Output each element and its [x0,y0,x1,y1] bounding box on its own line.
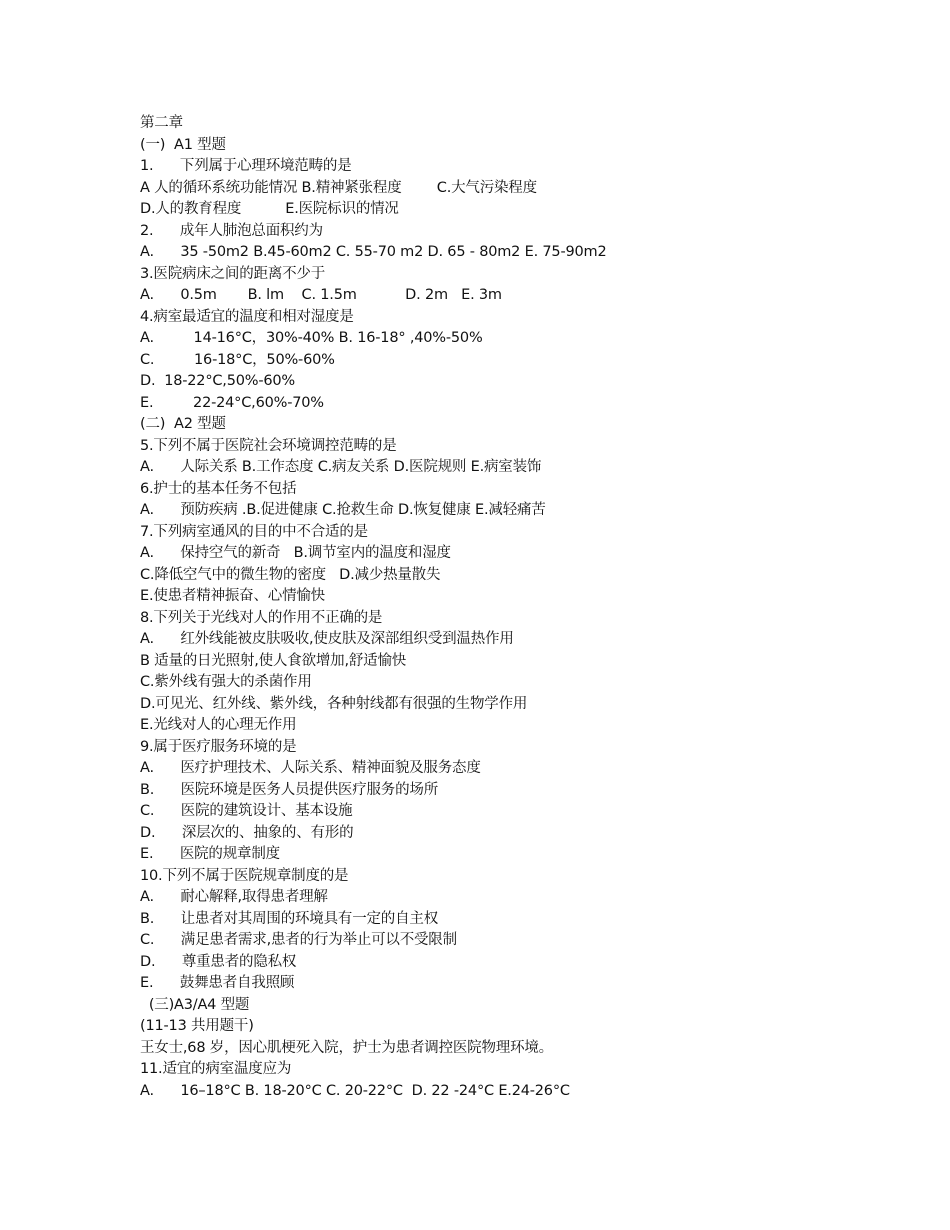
text-line: E.使患者精神振奋、心情愉快 [140,588,325,604]
text-line: A 人的循环系统功能情况 B.精神紧张程度 C.大气污染程度 [140,179,537,196]
text-line: A. 16–18°C B. 18-20°C C. 20-22°C D. 22 -24°C E.24-26°C [140,1082,570,1099]
text-line: C.降低空气中的微生物的密度 D.减少热量散失 [140,566,441,583]
text-line: D. 尊重患者的隐私权 [140,953,297,970]
text-line: 9.属于医疗服务环境的是 [140,738,297,755]
text-line: 第二章 [140,115,183,131]
text-line: A. 预防疾病 .B.促进健康 C.抢救生命 D.恢复健康 E.减轻痛苦 [140,502,546,518]
text-line: A. 人际关系 B.工作态度 C.病友关系 D.医院规则 E.病室装饰 [140,459,542,475]
text-line: C. 满足患者需求,患者的行为举止可以不受限制 [140,932,457,948]
text-line: 10.下列不属于医院规章制度的是 [140,867,349,884]
text-line: 4.病室最适宜的温度和相对湿度是 [140,308,354,325]
text-line: (二) A2 型题 [140,416,226,432]
text-line: 8.下列关于光线对人的作用不正确的是 [140,609,383,626]
text-line: A. 保持空气的新奇 B.调节室内的温度和湿度 [140,545,451,561]
text-line: A. 耐心解释,取得患者理解 [140,889,328,905]
text-line: 6.护士的基本任务不包括 [140,480,297,497]
text-line: C. 医院的建筑设计、基本设施 [140,803,353,819]
text-line: E. 鼓舞患者自我照顾 [140,975,295,991]
text-line: (三)A3/A4 型题 [140,996,250,1013]
text-line: A. 医疗护理技术、人际关系、精神面貌及服务态度 [140,760,481,776]
text-line: E.光线对人的心理无作用 [140,717,297,733]
text-line: A. 0.5m B. lm C. 1.5m D. 2m E. 3m [140,287,502,303]
text-line: (一) A1 型题 [140,136,226,153]
text-line: B. 让患者对其周围的环境具有一定的自主权 [140,910,439,927]
text-line: C. 16-18°C，50%-60% [140,351,335,368]
text-line: D.可见光、红外线、紫外线，各种射线都有很强的生物学作用 [140,695,528,712]
text-line: D. 深层次的、抽象的、有形的 [140,824,354,841]
text-line: C.紫外线有强大的杀菌作用 [140,674,312,690]
text-line: A. 35 -50m2 B.45-60m2 C. 55-70 m2 D. 65 - 80m2 E. 75-90m2 [140,244,607,260]
text-line: 11.适宜的病室温度应为 [140,1061,292,1077]
document-body [140,113,930,1102]
text-line: 7.下列病室通风的目的中不合适的是 [140,523,368,540]
text-line: B. 医院环境是医务人员提供医疗服务的场所 [140,781,439,798]
text-line: A. 红外线能被皮肤吸收,使皮肤及深部组织受到温热作用 [140,631,514,647]
text-line: 5.下列不属于医院社会环境调控范畴的是 [140,437,397,454]
text-line: 王女士,68 岁，因心肌梗死入院，护士为患者调控医院物理环境。 [140,1039,553,1056]
text-line: D. 18-22°C,50%-60% [140,373,295,389]
text-line: 3.医院病床之间的距离不少于 [140,265,326,282]
text-line: 2. 成年人肺泡总面积约为 [140,222,323,239]
text-line: E. 22-24°C,60%-70% [140,394,324,411]
text-line: B 适量的日光照射,使人食欲增加,舒适愉快 [140,652,407,669]
text-line: A. 14-16°C，30%-40% B. 16-18° ,40%-50% [140,330,483,346]
text-line: (11-13 共用题干) [140,1018,254,1034]
text-line: E. 医院的规章制度 [140,846,280,862]
text-line: 1. 下列属于心理环境范畴的是 [140,158,352,174]
text-line: D.人的教育程度 E.医院标识的情况 [140,201,399,217]
